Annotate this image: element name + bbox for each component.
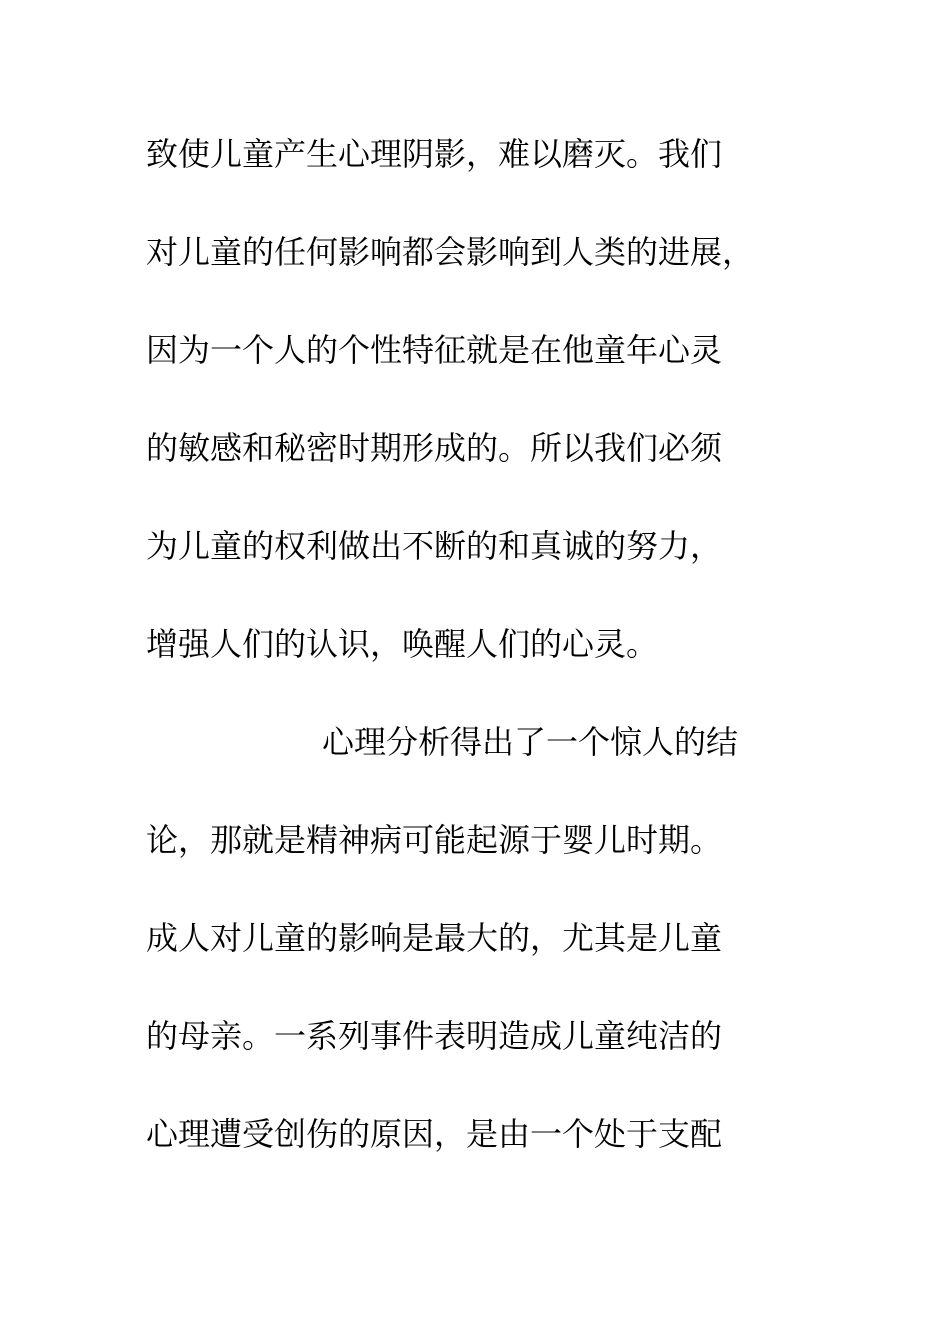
text-line: 致使儿童产生心理阴影，难以磨灭。我们: [146, 135, 723, 173]
text-line: 因为一个人的个性特征就是在他童年心灵: [146, 331, 723, 369]
text-line: 论，那就是精神病可能起源于婴儿时期。: [146, 821, 723, 859]
text-line: 增强人们的认识，唤醒人们的心灵。: [146, 625, 659, 663]
text-line: 对儿童的任何影响都会影响到人类的进展，: [146, 233, 755, 271]
paragraph-start-line: 心理分析得出了一个惊人的结: [322, 723, 739, 761]
text-line: 成人对儿童的影响是最大的，尤其是儿童: [146, 919, 723, 957]
text-line: 为儿童的权利做出不断的和真诚的努力，: [146, 527, 723, 565]
text-line: 心理遭受创伤的原因，是由一个处于支配: [146, 1115, 723, 1153]
text-line: 的敏感和秘密时期形成的。所以我们必须: [146, 429, 723, 467]
text-line: 的母亲。一系列事件表明造成儿童纯洁的: [146, 1017, 723, 1055]
body-text: [146, 130, 806, 1208]
